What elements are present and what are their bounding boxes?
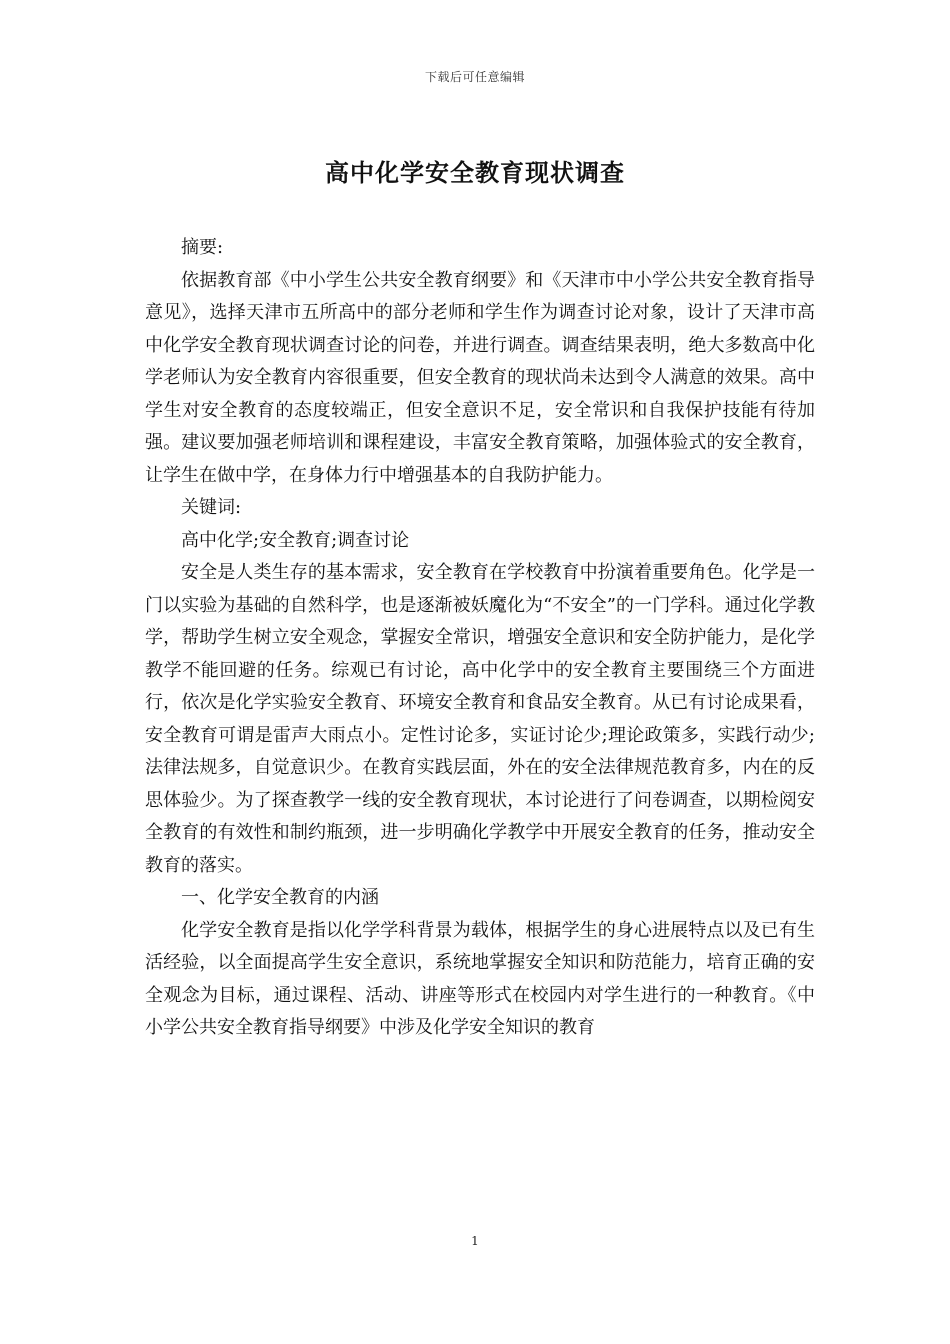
abstract-heading: 摘要: (181, 237, 224, 258)
keywords-list: 高中化学;安全教育;调查讨论 (181, 529, 410, 551)
section-1-paragraph: 化学安全教育是指以化学学科背景为载体，根据学生的身心进展特点以及已有生活经验，以全面提高学生安全意识，系统地掌握安全知识和防范能力，培育正确的安全观念为目标，通过课程、活动、讲座等形式在校园内对学生进行的一种教育。《中小学公共安全教育指导纲要》中涉及化学安全知识的教育 (145, 919, 815, 1038)
document-title: 高中化学安全教育现状调查 (325, 158, 625, 187)
section-heading-1: 一、化学安全教育的内涵 (181, 887, 379, 908)
keywords-heading: 关键词: (181, 497, 242, 518)
header-note: 下载后可任意编辑 (424, 70, 525, 84)
document-body (145, 232, 815, 1045)
page-number: 1 (471, 1234, 479, 1248)
intro-paragraph: 安全是人类生存的基本需求，安全教育在学校教育中扮演着重要角色。化学是一门以实验为基础的自然科学，也是逐渐被妖魔化为“不安全”的一门学科。通过化学教学，帮助学生树立安全观念，掌握安全常识，增强安全意识和安全防护能力，是化学教学不能回避的任务。综观已有讨论，高中化学中的安全教育主要围绕三个方面进行，依次是化学实验安全教育、环境安全教育和食品安全教育。从已有讨论成果看，安全教育可谓是雷声大雨点小。定性讨论多，实证讨论少;理论政策多，实践行动少;法律法规多，自觉意识少。在教育实践层面，外在的安全法律规范教育多，内在的反思体验少。为了探查教学一线的安全教育现状，本讨论进行了问卷调查，以期检阅安全教育的有效性和制约瓶颈，进一步明确化学教学中开展安全教育的任务，推动安全教育的落实。 (145, 562, 815, 876)
abstract-paragraph: 依据教育部《中小学生公共安全教育纲要》和《天津市中小学公共安全教育指导意见》，选择天津市五所高中的部分老师和学生作为调查讨论对象，设计了天津市高中化学安全教育现状调查讨论的问卷，并进行调查。调查结果表明，绝大多数高中化学老师认为安全教育内容很重要，但安全教育的现状尚未达到令人满意的效果。高中学生对安全教育的态度较端正，但安全意识不足，安全常识和自我保护技能有待加强。建议要加强老师培训和课程建设，丰富安全教育策略，加强体验式的安全教育，让学生在做中学，在身体力行中增强基本的自我防护能力。 (145, 269, 815, 486)
